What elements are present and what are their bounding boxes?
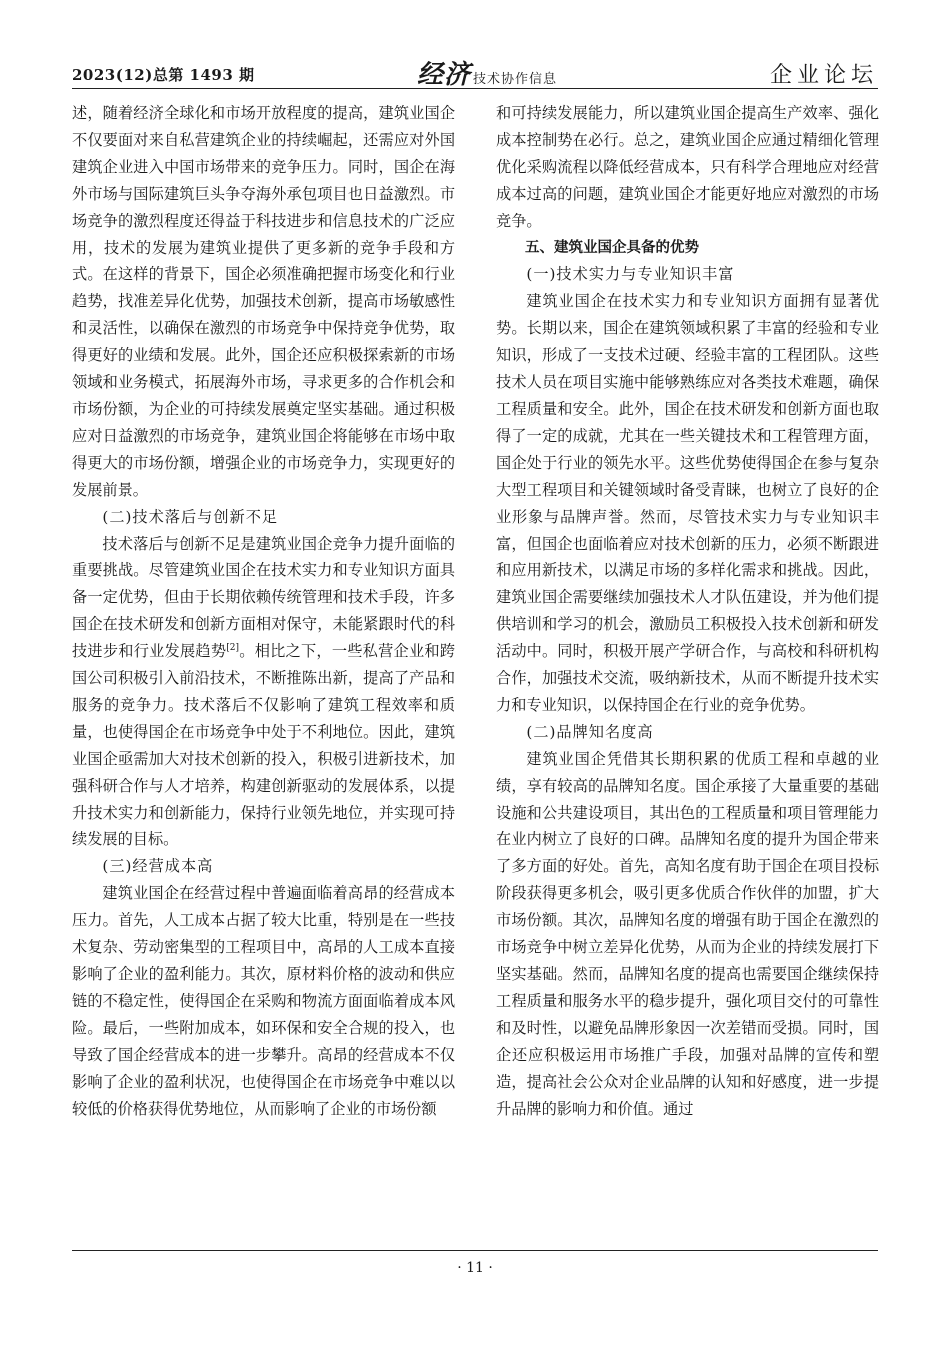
page-number: · 11 · (457, 1260, 493, 1276)
journal-logo-main: 经济 (417, 60, 472, 90)
paragraph-text: 技术落后与创新不足是建筑业国企竞争力提升面临的重要挑战。尽管建筑业国企在技术实力和专业知识方面具备一定优势，但由于长期依赖传统管理和技术手段，许多国企在技术研发和创新方面相对保守，未能紧跟时代的科技进步和行业发展趋势 (72, 534, 455, 661)
footer-divider (72, 1250, 878, 1251)
paragraph: 和可持续发展能力，所以建筑业国企提高生产效率、强化成本控制势在必行。总之，建筑业国企应通过精细化管理优化采购流程以降低经营成本，只有科学合理地应对经营成本过高的问题，建筑业国企才能更好地应对激烈的市场竞争。 (496, 104, 879, 230)
subsection-heading: (一)技术实力与专业知识丰富 (526, 265, 735, 284)
paragraph (72, 531, 455, 854)
issue-number: 2023(12)总第 1493 期 (72, 66, 255, 84)
journal-logo (417, 54, 557, 88)
header-divider (72, 88, 878, 89)
journal-logo-sub: 技术协作信息 (473, 72, 558, 87)
section-heading: 五、建筑业国企具备的优势 (525, 239, 699, 256)
section-title: 企业论坛 (769, 63, 878, 88)
page-header (72, 56, 878, 90)
citation-ref: [2] (226, 643, 240, 654)
subsection-heading: (二)技术落后与创新不足 (102, 507, 279, 526)
paragraph-text: 。相比之下，一些私营企业和跨国公司积极引入前沿技术，不断推陈出新，提高了产品和服务的竞争力。技术落后不仅影响了建筑工程效率和质量，也使得国企在市场竞争中处于不利地位。因此，建筑业国企亟需加大对技术创新的投入，积极引进新技术，加强科研合作与人才培养，构建创新驱动的发展体系，以提升技术实力和创新能力，保持行业领先地位，并实现可持续发展的目标。 (72, 642, 455, 849)
left-column (72, 100, 455, 1240)
paragraph: 建筑业国企凭借其长期积累的优质工程和卓越的业绩，享有较高的品牌知名度。国企承接了大量重要的基础设施和公共建设项目，其出色的工程质量和项目管理能力在业内树立了良好的口碑。品牌知名度的提升为国企带来了多方面的好处。首先，高知名度有助于国企在项目投标阶段获得更多机会，吸引更多优质合作伙伴的加盟，扩大市场份额。其次，品牌知名度的增强有助于国企在激烈的市场竞争中树立差异化优势，从而为企业的持续发展打下坚实基础。然而，品牌知名度的提高也需要国企继续保持工程质量和服务水平的稳步提升，强化项目交付的可靠性和及时性，以避免品牌形象因一次差错而受损。同时，国企还应积极运用市场推广手段，加强对品牌的宣传和塑造，提高社会公众对企业品牌的认知和好感度，进一步提升品牌的影响力和价值。通过 (496, 749, 879, 1118)
paragraph: 建筑业国企在经营过程中普遍面临着高昂的经营成本压力。首先，人工成本占据了较大比重，特别是在一些技术复杂、劳动密集型的工程项目中，高昂的人工成本直接影响了企业的盈利能力。其次，原材料价格的波动和供应链的不稳定性，使得国企在采购和物流方面面临着成本风险。最后，一些附加成本，如环保和安全合规的投入，也导致了国企经营成本的进一步攀升。高昂的经营成本不仅影响了企业的盈利状况，也使得国企在市场竞争中难以以较低的价格获得优势地位，从而影响了企业的市场份额 (72, 884, 455, 1118)
subsection-heading: (二)品牌知名度高 (526, 722, 654, 741)
subsection-heading: (三)经营成本高 (102, 857, 214, 876)
paragraph: 建筑业国企在技术实力和专业知识方面拥有显著优势。长期以来，国企在建筑领域积累了丰富的经验和专业知识，形成了一支技术过硬、经验丰富的工程团队。这些技术人员在项目实施中能够熟练应对各类技术难题，确保工程质量和安全。此外，国企在技术研发和创新方面也取得了一定的成就，尤其在一些关键技术和工程管理方面，国企处于行业的领先水平。这些优势使得国企在参与复杂大型工程项目和关键领域时备受青睐，也树立了良好的企业形象与品牌声誉。然而，尽管技术实力与专业知识丰富，但国企也面临着应对技术创新的压力，必须不断跟进和应用新技术，以满足市场的多样化需求和挑战。因此，建筑业国企需要继续加强技术人才队伍建设，并为他们提供培训和学习的机会，激励员工积极投入技术创新和研发活动中。同时，积极开展产学研合作，与高校和科研机构合作，加强技术交流，吸纳新技术，从而不断提升技术实力和专业知识，以保持国企在行业的竞争优势。 (496, 292, 879, 714)
right-column (496, 100, 879, 1240)
paragraph: 述，随着经济全球化和市场开放程度的提高，建筑业国企不仅要面对来自私营建筑企业的持续崛起，还需应对外国建筑企业进入中国市场带来的竞争压力。同时，国企在海外市场与国际建筑巨头争夺海外承包项目也日益激烈。市场竞争的激烈程度还得益于科技进步和信息技术的广泛应用，技术的发展为建筑业提供了更多新的竞争手段和方式。在这样的背景下，国企必须准确把握市场变化和行业趋势，找准差异化优势，加强技术创新，提高市场敏感性和灵活性，以确保在激烈的市场竞争中保持竞争优势，取得更好的业绩和发展。此外，国企还应积极探索新的市场领域和业务模式，拓展海外市场，寻求更多的合作机会和市场份额，为企业的可持续发展奠定坚实基础。通过积极应对日益激烈的市场竞争，建筑业国企将能够在市场中取得更大的市场份额，增强企业的市场竞争力，实现更好的发展前景。 (72, 104, 455, 499)
